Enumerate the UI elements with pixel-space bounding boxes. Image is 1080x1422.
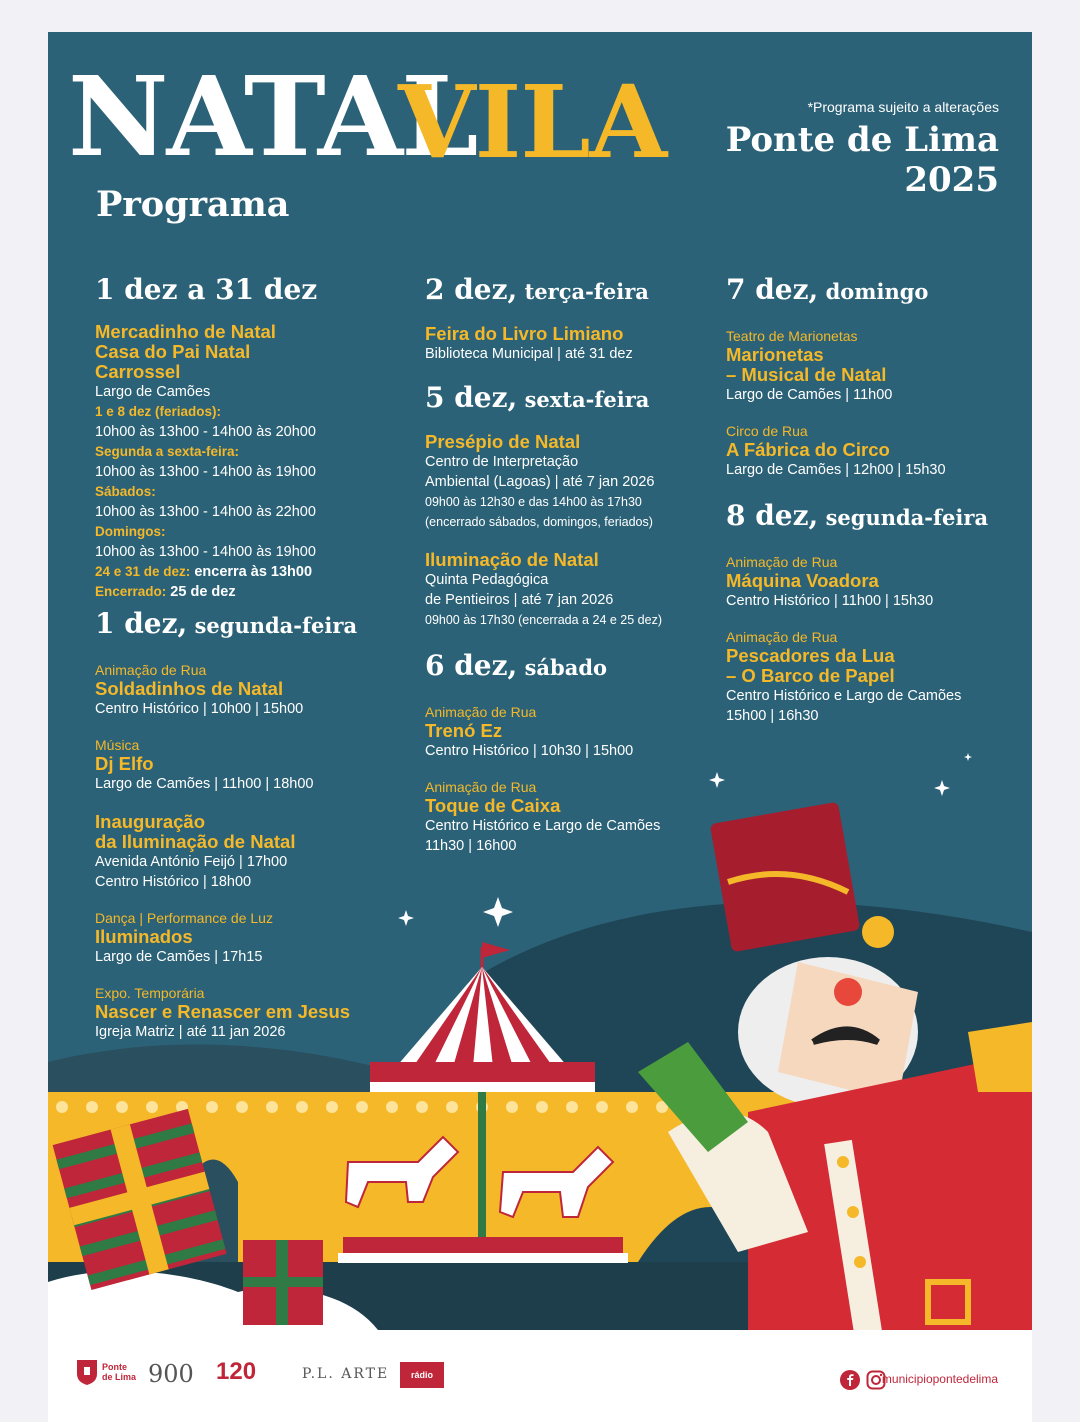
date-heading: 8 dez, segunda-feira — [726, 499, 989, 532]
logo-natal: NATAL — [68, 52, 477, 181]
event-info: Quinta Pedagógica — [425, 572, 549, 588]
poster — [48, 32, 1032, 1330]
location-name: Ponte de Lima — [725, 120, 999, 160]
event-title: Nascer e Renascer em Jesus — [95, 1001, 351, 1022]
event-treno — [425, 704, 725, 761]
event-iluminados — [95, 910, 415, 967]
event-category: Animação de Rua — [726, 629, 838, 645]
event-info: 11h30 | 16h00 — [425, 838, 517, 854]
event-info: Biblioteca Municipal | até 31 dez — [425, 346, 633, 362]
event-category: Expo. Temporária — [95, 985, 205, 1001]
schedule-value: 10h00 às 13h00 - 14h00 às 22h00 — [95, 504, 316, 520]
schedule-value: 10h00 às 13h00 - 14h00 às 20h00 — [95, 424, 316, 440]
column-3 — [726, 272, 1026, 726]
event-category: Animação de Rua — [425, 704, 537, 720]
event-title: Carrossel — [95, 361, 181, 382]
facebook-icon[interactable] — [840, 1370, 860, 1390]
event-info: Centro de Interpretação — [425, 454, 579, 470]
event-title: Máquina Voadora — [726, 570, 879, 591]
date-heading: 1 dez a 31 dez — [95, 273, 318, 306]
event-info: Ambiental (Lagoas) | até 7 jan 2026 — [425, 474, 655, 490]
logo-vila: VILA — [398, 63, 667, 181]
event-title: – O Barco de Papel — [726, 665, 895, 686]
location-year — [726, 120, 999, 200]
event-mercadinho — [95, 322, 415, 602]
event-info: Centro Histórico e Largo de Camões — [726, 688, 962, 704]
logo-municipio[interactable]: Ponte de Lima — [76, 1358, 138, 1386]
event-title: Marionetas — [726, 344, 824, 365]
date-heading: 6 dez, sábado — [425, 649, 608, 682]
programa-title: Programa — [96, 184, 290, 225]
event-hours: 09h00 às 12h30 e das 14h00 às 17h30 — [425, 495, 642, 509]
event-info: Igreja Matriz | até 11 jan 2026 — [95, 1024, 286, 1040]
event-presepio — [425, 432, 725, 532]
event-title: Casa do Pai Natal — [95, 341, 251, 362]
event-title: Inauguração — [95, 811, 205, 832]
event-category: Teatro de Marionetas — [726, 328, 858, 344]
event-pescadores-lua — [726, 629, 1026, 726]
date-heading: 1 dez, segunda-feira — [95, 607, 358, 640]
event-category: Circo de Rua — [726, 423, 808, 439]
schedule-label: Sábados: — [95, 484, 156, 499]
event-category: Dança | Performance de Luz — [95, 910, 273, 926]
schedule-row: 24 e 31 de dez: encerra às 13h00 — [95, 564, 313, 580]
event-toque-caixa — [425, 779, 725, 856]
event-info: Centro Histórico | 10h00 | 15h00 — [95, 701, 304, 717]
event-info: Centro Histórico | 10h30 | 15h00 — [425, 743, 634, 759]
event-title: Trenó Ez — [425, 720, 503, 741]
year: 2025 — [904, 160, 999, 200]
event-title: Feira do Livro Limiano — [425, 323, 624, 344]
event-info: Centro Histórico | 18h00 — [95, 874, 252, 890]
schedule-value: 10h00 às 13h00 - 14h00 às 19h00 — [95, 464, 316, 480]
schedule-row: Encerrado: 25 de dez — [95, 584, 236, 600]
event-title: – Musical de Natal — [726, 364, 887, 385]
logo-120-aepl[interactable]: 120 — [216, 1358, 257, 1385]
shield-icon — [76, 1358, 98, 1386]
event-info: Centro Histórico | 11h00 | 15h30 — [726, 593, 934, 609]
date-heading: 7 dez, domingo — [726, 273, 929, 306]
schedule-value: 10h00 às 13h00 - 14h00 às 19h00 — [95, 544, 316, 560]
event-category: Animação de Rua — [95, 662, 207, 678]
event-info: Centro Histórico e Largo de Camões — [425, 818, 661, 834]
event-title: Pescadores da Lua — [726, 645, 895, 666]
event-info: Largo de Camões | 17h15 — [95, 949, 263, 965]
event-category: Animação de Rua — [425, 779, 537, 795]
event-iluminacao — [425, 550, 725, 630]
event-title: Mercadinho de Natal — [95, 321, 276, 342]
date-heading: 2 dez, terça-feira — [425, 273, 649, 306]
disclaimer-note: *Programa sujeito a alterações — [807, 99, 999, 115]
event-maquina-voadora — [726, 554, 1026, 611]
event-marionetas — [726, 328, 1026, 405]
date-heading: 5 dez, sexta-feira — [425, 381, 650, 414]
event-info: Largo de Camões | 12h00 | 15h30 — [726, 462, 946, 478]
event-title: Presépio de Natal — [425, 431, 581, 452]
column-1 — [95, 272, 415, 1042]
event-fabrica-circo — [726, 423, 1026, 480]
event-hours: 09h00 às 17h30 (encerrada a 24 e 25 dez) — [425, 613, 662, 627]
event-title: Dj Elfo — [95, 753, 154, 774]
schedule-label: Segunda a sexta-feira: — [95, 444, 240, 459]
schedule-label: 1 e 8 dez (feriados): — [95, 404, 222, 419]
logo-900-anos[interactable]: 900 — [148, 1360, 194, 1388]
event-feira-livro — [425, 324, 725, 364]
event-info: Largo de Camões | 11h00 — [726, 387, 893, 403]
social-handle[interactable]: municipiopontedelima — [881, 1372, 998, 1386]
logo-pl-arte[interactable]: P.L. ARTE — [302, 1366, 390, 1382]
event-location: Largo de Camões — [95, 384, 211, 400]
schedule-label: Domingos: — [95, 524, 166, 539]
event-info: de Pentieiros | até 7 jan 2026 — [425, 592, 614, 608]
event-title: Toque de Caixa — [425, 795, 561, 816]
event-soldadinhos — [95, 662, 415, 719]
event-title: Iluminação de Natal — [425, 549, 599, 570]
event-info: Largo de Camões | 11h00 | 18h00 — [95, 776, 314, 792]
event-nascer-renascer — [95, 985, 415, 1042]
event-title: A Fábrica do Circo — [726, 439, 890, 460]
footer — [48, 1330, 1032, 1422]
event-info: Avenida António Feijó | 17h00 — [95, 854, 288, 870]
event-title: da Iluminação de Natal — [95, 831, 296, 852]
event-title: Soldadinhos de Natal — [95, 678, 284, 699]
event-inauguracao — [95, 812, 415, 892]
event-dj-elfo — [95, 737, 415, 794]
event-title: Iluminados — [95, 926, 193, 947]
logo-radio[interactable]: rádio — [400, 1362, 444, 1388]
event-category: Animação de Rua — [726, 554, 838, 570]
social-icons — [840, 1370, 886, 1390]
event-category: Música — [95, 737, 140, 753]
event-info: 15h00 | 16h30 — [726, 708, 819, 724]
event-hours: (encerrado sábados, domingos, feriados) — [425, 515, 653, 529]
column-2 — [425, 272, 725, 856]
